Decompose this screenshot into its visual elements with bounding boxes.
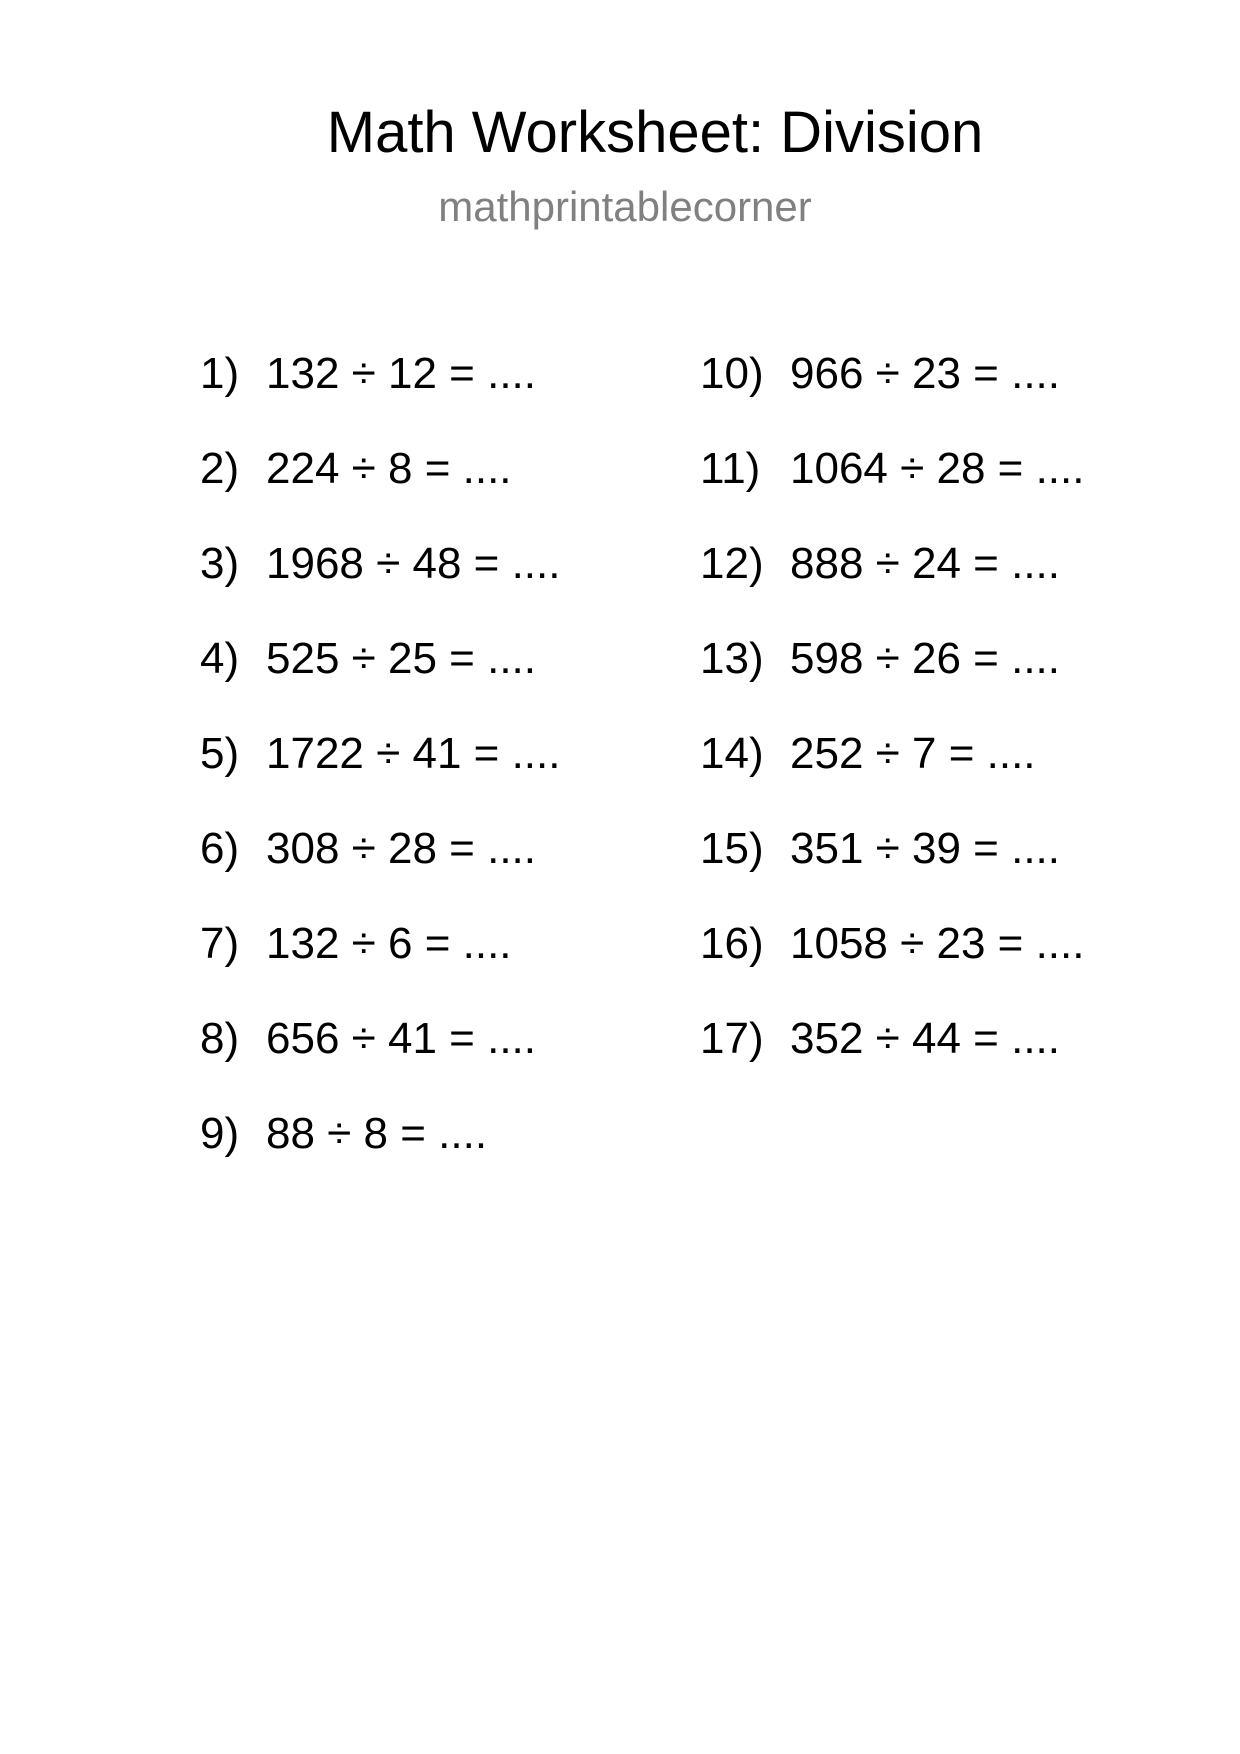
problem-item <box>200 1104 560 1199</box>
problem-expression: 351 ÷ 39 = .... <box>790 824 1060 873</box>
problem-expression: 525 ÷ 25 = .... <box>266 634 536 683</box>
problem-number: 15) <box>700 824 764 873</box>
problem-item <box>700 534 1084 629</box>
problem-expression: 1968 ÷ 48 = .... <box>266 539 561 588</box>
problem-item <box>700 914 1084 1009</box>
problem-item <box>700 344 1084 439</box>
problem-item <box>200 629 560 724</box>
problem-number: 7) <box>200 919 240 968</box>
problem-number: 17) <box>700 1014 764 1063</box>
problem-number: 13) <box>700 634 764 683</box>
problem-number: 12) <box>700 539 764 588</box>
problem-expression: 224 ÷ 8 = .... <box>266 444 512 493</box>
problem-expression: 598 ÷ 26 = .... <box>790 634 1060 683</box>
problem-number: 16) <box>700 919 764 968</box>
problem-item <box>200 344 560 439</box>
problem-expression: 1064 ÷ 28 = .... <box>790 444 1085 493</box>
problem-item <box>700 1009 1084 1104</box>
problem-number: 14) <box>700 729 764 778</box>
problem-item <box>200 819 560 914</box>
page-title: Math Worksheet: Division <box>326 100 984 165</box>
problem-number: 4) <box>200 634 240 683</box>
problem-number: 10) <box>700 349 764 398</box>
problem-number: 3) <box>200 539 240 588</box>
page-subtitle: mathprintablecorner <box>438 183 812 230</box>
problem-number: 6) <box>200 824 240 873</box>
problem-expression: 132 ÷ 6 = .... <box>266 919 512 968</box>
problem-item <box>700 629 1084 724</box>
problem-expression: 1722 ÷ 41 = .... <box>266 729 561 778</box>
problem-expression: 352 ÷ 44 = .... <box>790 1014 1060 1063</box>
problem-item <box>200 439 560 534</box>
problem-item <box>200 914 560 1009</box>
problem-item <box>200 724 560 819</box>
problem-item <box>700 439 1084 534</box>
problems-left-column <box>200 344 560 1199</box>
problem-expression: 252 ÷ 7 = .... <box>790 729 1036 778</box>
problem-expression: 132 ÷ 12 = .... <box>266 349 536 398</box>
problem-expression: 966 ÷ 23 = .... <box>790 349 1060 398</box>
problem-number: 2) <box>200 444 240 493</box>
problem-number: 5) <box>200 729 240 778</box>
problem-expression: 656 ÷ 41 = .... <box>266 1014 536 1063</box>
problem-number: 8) <box>200 1014 240 1063</box>
problem-item <box>200 1009 560 1104</box>
problem-expression: 88 ÷ 8 = .... <box>266 1109 488 1158</box>
problem-expression: 308 ÷ 28 = .... <box>266 824 536 873</box>
problem-expression: 888 ÷ 24 = .... <box>790 539 1060 588</box>
problem-number: 9) <box>200 1109 240 1158</box>
problem-number: 1) <box>200 349 240 398</box>
problem-item <box>700 724 1084 819</box>
problem-item <box>200 534 560 629</box>
problem-number: 11) <box>700 444 761 493</box>
problem-item <box>700 819 1084 914</box>
problems-right-column <box>700 344 1084 1104</box>
problem-expression: 1058 ÷ 23 = .... <box>790 919 1085 968</box>
